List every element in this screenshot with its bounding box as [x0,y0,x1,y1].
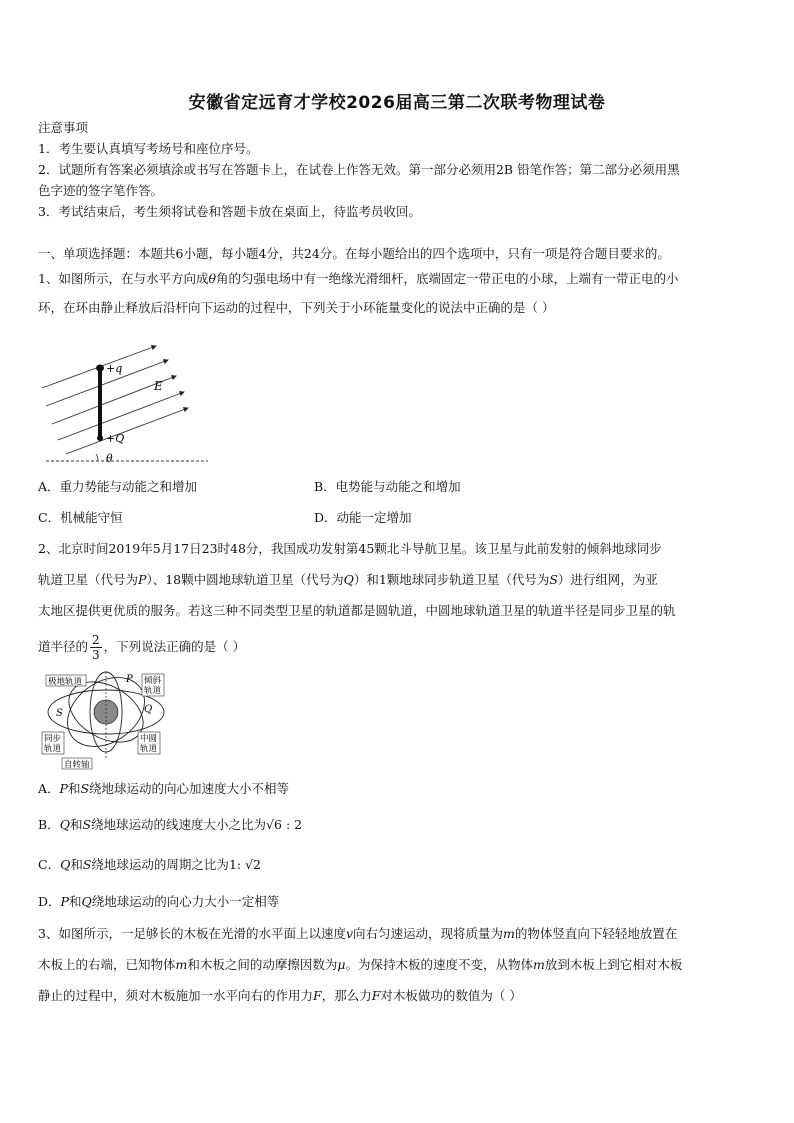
label-E: E [154,379,163,393]
note-item-1: 1．考生要认真填写考场号和座位序号。 [38,141,259,156]
polar-orbit-label: 极地轨道 [48,677,83,687]
label-Q: +Q [106,432,125,445]
q1-option-d: D．动能一定增加 [314,510,412,525]
charged-ring [96,365,104,372]
q2-figure-orbits [38,670,172,770]
q2-line-1: 2、北京时间2019年5月17日23时48分，我国成功发射第45颗北斗导航卫星。该卫星与此前发射的倾斜地球同步 [38,541,662,556]
q2-line-2: 轨道卫星（代号为P）、18颗中圆地球轨道卫星（代号为Q）和1颗地球同步轨道卫星（代号为S）进行组网，为亚 [38,572,658,587]
medium-label-2: 轨道 [140,744,158,754]
q2-option-a: A．P和S绕地球运动的向心加速度大小不相等 [38,781,290,796]
axis-label: 自转轴 [64,760,90,770]
note-item-2: 2．试题所有答案必须填涂或书写在答题卡上，在试卷上作答无效。第一部分必须用2B 铅笔作答；第二部分必须用黑 [38,162,680,177]
label-q: +q [106,362,123,375]
q3-line-2: 木板上的右端，已知物体m和木板之间的动摩擦因数为μ。为保持木板的速度不变，从物体m放到木板上到它相对木板 [38,957,683,972]
note-item-3: 3．考试结束后，考生须将试卷和答题卡放在桌面上，待监考员收回。 [38,204,421,219]
q1-option-a: A．重力势能与动能之和增加 [38,479,198,494]
inclined-label-2: 轨道 [144,686,162,696]
fraction-2-3: $\frac{2}{3}$ [92,633,100,662]
q1-figure-electric-field [36,344,216,466]
section-heading: 一、单项选择题：本题共6小题，每小题4分，共24分。在每小题给出的四个选项中，只有一项是符合题目要求的。 [38,246,670,261]
notes-heading: 注意事项 [38,120,89,135]
ratio-value-b: √6 : 2 [266,817,303,832]
label-P: P [126,674,133,685]
q3-line-1: 3、如图所示，一足够长的木板在光滑的水平面上以速度v向右匀速运动，现将质量为m的物体竖直向下轻轻地放置在 [38,926,678,941]
inclined-label-1: 倾斜 [144,676,162,686]
charged-ball [97,435,103,441]
q2-line-4: 道半径的 $\frac{2}{3}$ ，下列说法正确的是（ ） [38,633,246,662]
q2-option-c: C．Q和S绕地球运动的周期之比为1: √2 [38,857,261,872]
sync-label-1: 同步 [44,734,62,744]
q3-line-3: 静止的过程中，须对木板施加一水平向右的作用力F，那么力F对木板做功的数值为（ ） [38,988,522,1003]
q1-option-b: B．电势能与动能之和增加 [314,479,461,494]
q2-option-d: D．P和Q绕地球运动的向心力大小一定相等 [38,894,280,909]
label-S: S [56,708,63,719]
q1-option-c: C．机械能守恒 [38,510,123,525]
ratio-value-c: 1: √2 [228,857,261,872]
angle-arc [96,454,98,461]
medium-label-1: 中圆 [140,734,158,744]
label-Q: Q [144,704,153,715]
label-theta: θ [106,452,113,465]
q1-line-2: 环，在环由静止释放后沿杆向下运动的过程中，下列关于小环能量变化的说法中正确的是（ ） [38,300,555,315]
page-title: 安徽省定远育才学校2026届高三第二次联考物理试卷 [188,93,606,113]
q2-option-b: B．Q和S绕地球运动的线速度大小之比为√6 : 2 [38,817,303,832]
q1-line-1: 1、如图所示，在与水平方向成θ角的匀强电场中有一绝缘光滑细杆，底端固定一带正电的小球，上端有一带正电的小 [38,271,679,286]
note-item-2-cont: 色字迹的签字笔作答。 [38,183,164,198]
q2-line-3: 太地区提供更优质的服务。若这三种不同类型卫星的轨道都是圆轨道，中圆地球轨道卫星的轨道半径是同步卫星的轨 [38,603,676,618]
sync-label-2: 轨道 [44,744,62,754]
